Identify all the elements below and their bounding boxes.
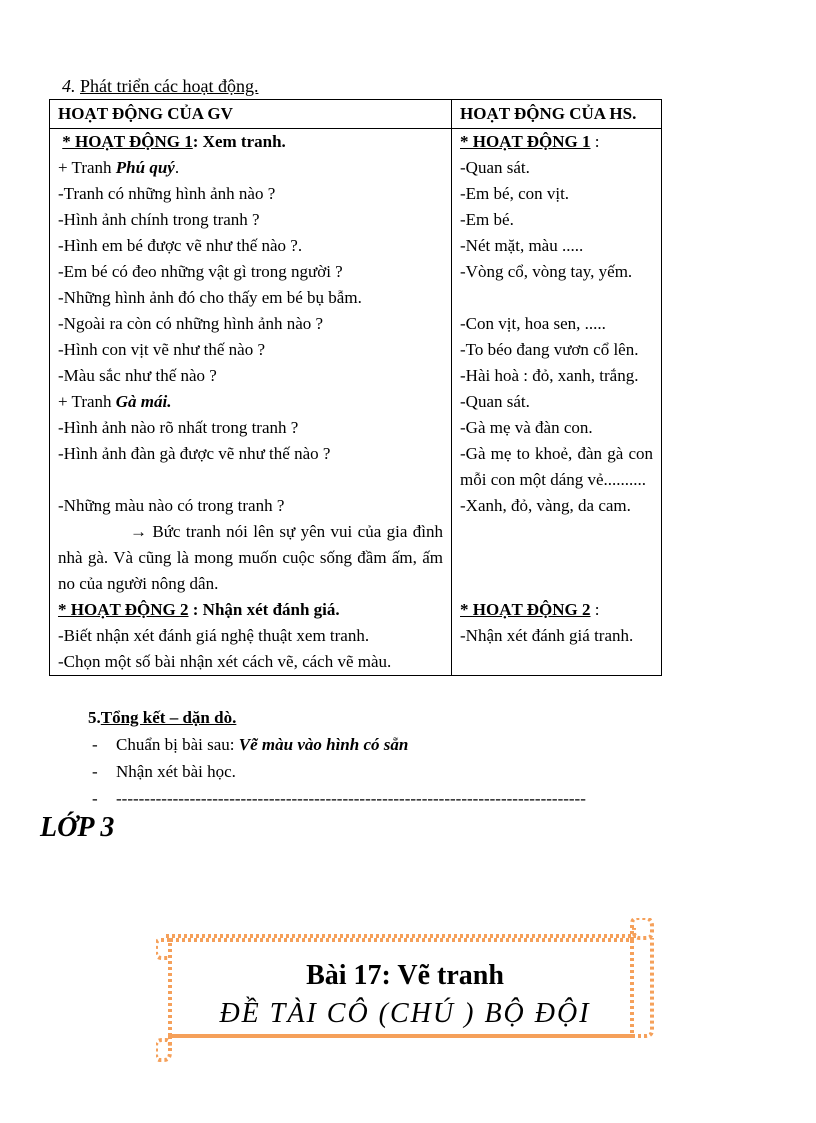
hs-hd2-label: * HOẠT ĐỘNG 2 — [460, 600, 591, 619]
hs-answer: -Gà mẹ to khoẻ, đàn gà con mỗi con một dáng vẻ.......... — [460, 444, 653, 489]
section-heading — [62, 76, 258, 97]
summary-title: Tổng kết – dặn dò. — [100, 708, 237, 727]
gv-question: -Biết nhận xét đánh giá nghệ thuật xem tranh. — [58, 626, 370, 645]
lesson-title-frame — [156, 918, 654, 1062]
gv-tranh2-prefix: + Tranh — [58, 392, 116, 411]
hs-answer: -Em bé. — [460, 210, 514, 229]
gv-hd1-rest: : Xem tranh. — [192, 132, 286, 151]
gv-question: -Em bé có đeo những vật gì trong người ? — [58, 262, 343, 281]
gv-question: -Hình ảnh nào rõ nhất trong tranh ? — [58, 418, 299, 437]
list-item — [88, 758, 586, 785]
bullet-dash: - — [92, 762, 98, 781]
gv-conclusion — [58, 519, 443, 597]
gv-tranh1-name: Phú quý — [115, 158, 175, 177]
summary-number: 5. — [88, 708, 101, 727]
table-header-row — [50, 100, 662, 129]
gv-tranh2-name: Gà mái. — [115, 392, 172, 411]
gv-hd2-rest: : Nhận xét đánh giá. — [188, 600, 340, 619]
hs-hd1-rest: : — [590, 132, 600, 151]
hs-answer: -Gà mẹ và đàn con. — [460, 418, 593, 437]
hs-answer: -Xanh, đỏ, vàng, da cam. — [460, 496, 631, 515]
hs-hd1-label: * HOẠT ĐỘNG 1 — [460, 132, 591, 151]
hs-answer: -Nhận xét đánh giá tranh. — [460, 626, 634, 645]
hs-answer: -Nét mặt, màu ..... — [460, 236, 584, 255]
section-number: 4. — [62, 76, 76, 96]
hs-spacer — [460, 285, 653, 311]
lesson-title: Bài 17: Vẽ tranh — [306, 960, 504, 991]
hs-answer: -Em bé, con vịt. — [460, 184, 570, 203]
gv-hd1-label: * HOẠT ĐỘNG 1 — [62, 132, 193, 151]
hs-answer: -To béo đang vươn cổ lên. — [460, 340, 639, 359]
section-title: Phát triển các hoạt động. — [80, 76, 259, 96]
gv-question: -Những hình ảnh đó cho thấy em bé bụ bẫm. — [58, 288, 362, 307]
gv-spacer — [58, 467, 443, 493]
frame-curl-bottom-left — [156, 1036, 170, 1060]
hs-answer: -Vòng cổ, vòng tay, yếm. — [460, 262, 633, 281]
summary-section — [88, 705, 586, 812]
summary-list — [88, 731, 586, 812]
gv-question: -Ngoài ra còn có những hình ảnh nào ? — [58, 314, 324, 333]
gv-tranh1-prefix: + Tranh — [58, 158, 116, 177]
summary-item1-prefix: Chuẩn bị bài sau: — [116, 735, 239, 754]
hs-answer: -Con vịt, hoa sen, ..... — [460, 314, 606, 333]
hs-spacer — [460, 571, 653, 597]
summary-heading — [88, 705, 586, 731]
table-body-row — [50, 129, 662, 676]
gv-question: -Những màu nào có trong tranh ? — [58, 496, 285, 515]
activity-table — [49, 99, 662, 676]
summary-item2: Nhận xét bài học. — [116, 762, 236, 781]
list-item — [88, 785, 586, 812]
hs-hd2-rest: : — [590, 600, 600, 619]
hs-spacer — [460, 545, 653, 571]
gv-question: -Hình con vịt vẽ như thế nào ? — [58, 340, 266, 359]
summary-item1-emph: Vẽ màu vào hình có sẵn — [238, 735, 409, 754]
gv-tranh1-suffix: . — [174, 158, 180, 177]
bullet-dash: - — [92, 735, 98, 754]
list-item — [88, 731, 586, 758]
hs-answer: -Quan sát. — [460, 392, 530, 411]
hs-spacer — [460, 519, 653, 545]
grade-heading: LỚP 3 — [40, 812, 115, 843]
hs-answer: -Quan sát. — [460, 158, 530, 177]
gv-column — [50, 129, 452, 676]
bullet-dash: - — [92, 789, 98, 808]
header-gv: HOẠT ĐỘNG CỦA GV — [50, 100, 452, 129]
hs-column — [452, 129, 662, 676]
frame-curl-top-left — [156, 940, 170, 958]
hs-answer: -Hài hoà : đỏ, xanh, trắng. — [460, 366, 639, 385]
gv-question: -Màu sắc như thế nào ? — [58, 366, 217, 385]
gv-question: -Hình ảnh đàn gà được vẽ như thế nào ? — [58, 444, 331, 463]
gv-question: -Chọn một số bài nhận xét cách vẽ, cách vẽ màu. — [58, 652, 392, 671]
gv-question: -Hình em bé được vẽ như thế nào ?. — [58, 236, 303, 255]
gv-hd2-label: * HOẠT ĐỘNG 2 — [58, 600, 189, 619]
gv-question: -Tranh có những hình ảnh nào ? — [58, 184, 276, 203]
gv-conclusion-text: → Bức tranh nói lên sự yên vui của gia đình nhà gà. Và cũng là mong muốn cuộc sống đầm ấm, ấm no của người nông dân. — [58, 522, 443, 593]
summary-item3: ----------------------------------------------------------------------------------- — [116, 789, 586, 808]
gv-question: -Hình ảnh chính trong tranh ? — [58, 210, 260, 229]
header-hs: HOẠT ĐỘNG CỦA HS. — [452, 100, 662, 129]
lesson-subtitle: ĐỀ TÀI CÔ (CHÚ ) BỘ ĐỘI — [219, 998, 591, 1029]
